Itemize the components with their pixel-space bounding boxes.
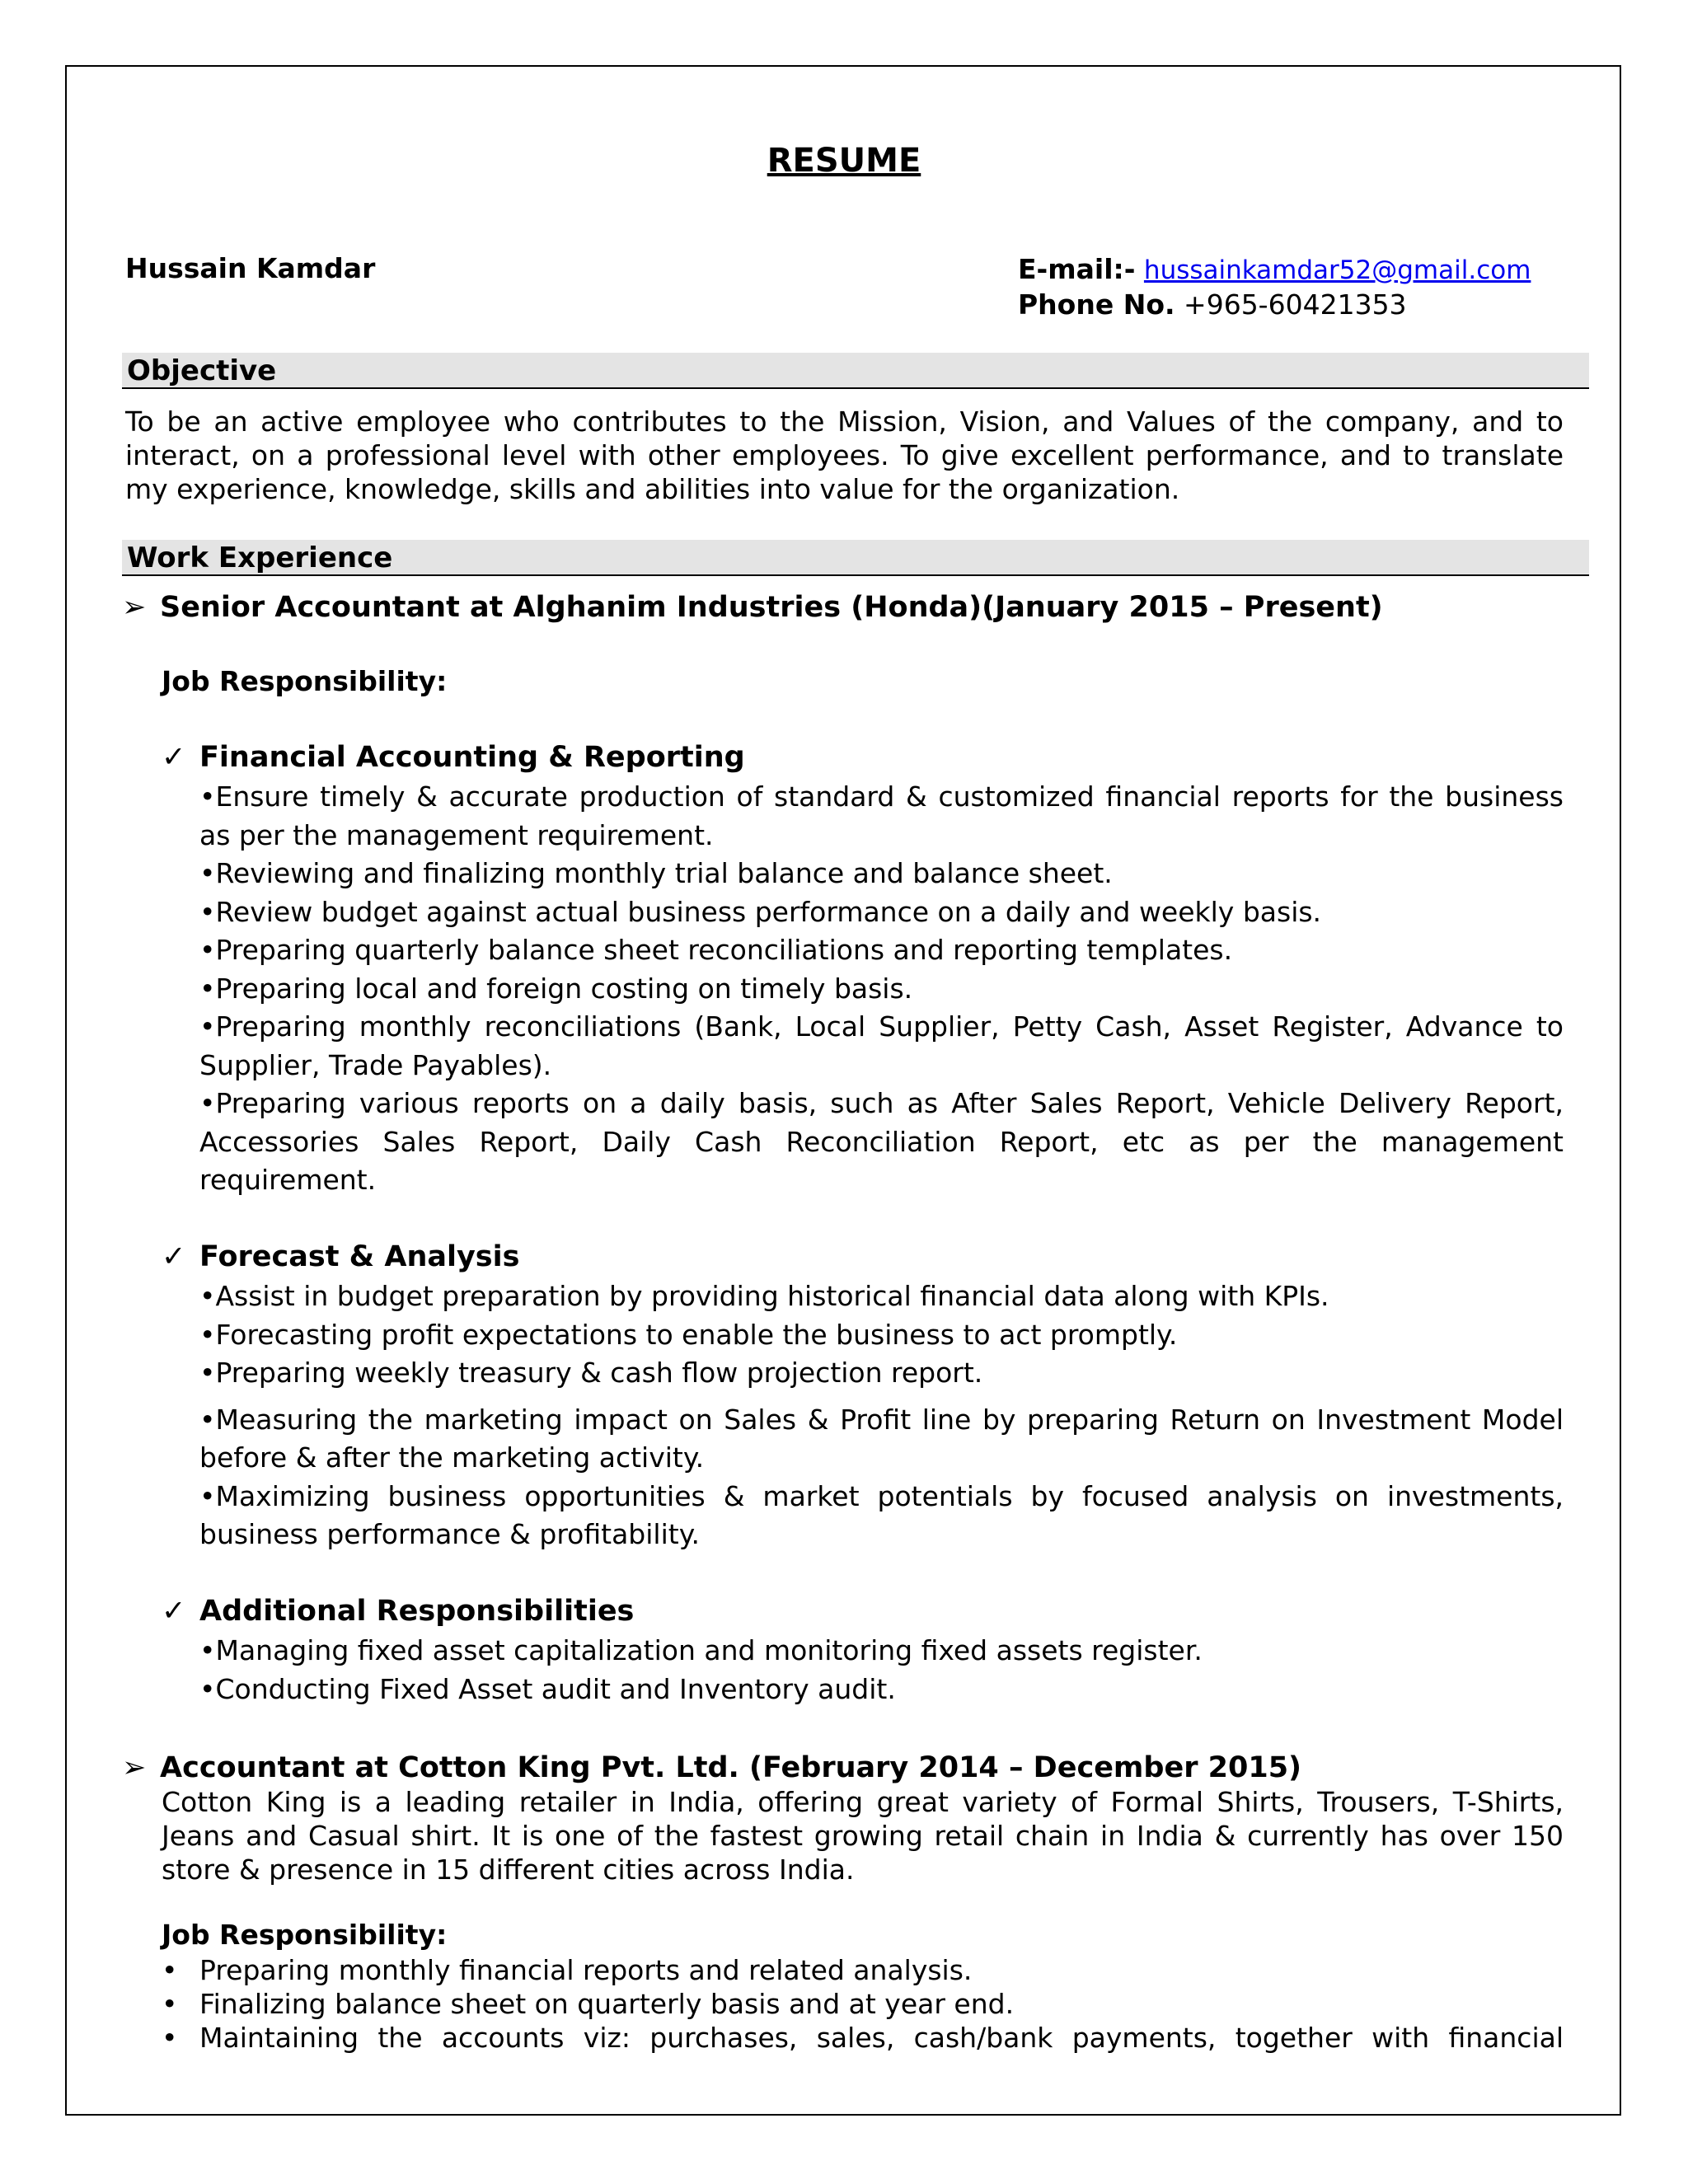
- phone-label: Phone No.: [1018, 288, 1175, 321]
- email-label: E-mail:-: [1018, 253, 1136, 285]
- phone-line: [1018, 288, 1531, 322]
- group-forecast-heading-text: Forecast & Analysis: [199, 1240, 520, 1273]
- objective-heading: Objective: [122, 353, 1589, 389]
- checkmark-icon: ✓: [162, 1240, 186, 1273]
- list-item: • Preparing monthly financial reports and related analysis.: [162, 1953, 1564, 1987]
- list-item: • Forecasting profit expectations to enable the business to act promptly.: [199, 1316, 1564, 1355]
- job1-responsibility-label: Job Responsibility:: [162, 665, 448, 697]
- group-forecast-heading: [162, 1240, 519, 1273]
- list-item: • Preparing various reports on a daily basis, such as After Sales Report, Vehicle Delivery Report, Accessories Sales Report, Daily Cash Reconciliation Report, etc as per the management requirement.: [199, 1085, 1564, 1200]
- list-item: • Ensure timely & accurate production of standard & customized financial reports for the business as per the management requirement.: [199, 778, 1564, 855]
- email-line: [1018, 252, 1531, 288]
- job2-title: [122, 1751, 1301, 1784]
- job2-bullets: [162, 1953, 1564, 2055]
- list-item: • Preparing quarterly balance sheet reconciliations and reporting templates.: [199, 931, 1564, 970]
- checkmark-icon: ✓: [162, 741, 186, 774]
- list-item: • Maximizing business opportunities & market potentials by focused analysis on investments, business performance & profitability.: [199, 1478, 1564, 1554]
- job1-title: [122, 591, 1383, 624]
- financial-bullets: [199, 778, 1564, 1200]
- candidate-name: Hussain Kamdar: [125, 252, 376, 284]
- job2-responsibility-label: Job Responsibility:: [162, 1919, 448, 1951]
- list-item: • Managing fixed asset capitalization and monitoring fixed assets register.: [199, 1632, 1564, 1671]
- arrow-bullet-icon: ➢: [122, 1751, 147, 1784]
- arrow-bullet-icon: ➢: [122, 591, 147, 624]
- list-item: • Preparing monthly reconciliations (Bank, Local Supplier, Petty Cash, Asset Register, Advance to Supplier, Trade Payables).: [199, 1008, 1564, 1085]
- contact-block: [1018, 252, 1531, 322]
- job1-title-text: Senior Accountant at Alghanim Industries (Honda)(January 2015 – Present): [160, 591, 1383, 624]
- email-link[interactable]: hussainkamdar52@gmail.com: [1143, 255, 1531, 285]
- job2-description: Cotton King is a leading retailer in India, offering great variety of Formal Shirts, Trousers, T-Shirts, Jeans and Casual shirt. It is one of the fastest growing retail chain in India & currently has over 150 store & presence in 15 different cities across India.: [162, 1786, 1564, 1886]
- list-item: • Finalizing balance sheet on quarterly basis and at year end.: [162, 1987, 1564, 2021]
- checkmark-icon: ✓: [162, 1595, 186, 1628]
- list-item: • Reviewing and finalizing monthly trial balance and balance sheet.: [199, 855, 1564, 893]
- group-financial-heading: [162, 741, 745, 774]
- job2-title-text: Accountant at Cotton King Pvt. Ltd. (February 2014 – December 2015): [160, 1751, 1302, 1784]
- list-item: • Measuring the marketing impact on Sales & Profit line by preparing Return on Investment Model before & after the marketing activity.: [199, 1401, 1564, 1478]
- list-item: • Preparing local and foreign costing on timely basis.: [199, 970, 1564, 1009]
- forecast-bullets: [199, 1277, 1564, 1554]
- list-item: • Conducting Fixed Asset audit and Inventory audit.: [199, 1671, 1564, 1709]
- phone-number: +965-60421353: [1184, 288, 1407, 321]
- group-additional-heading-text: Additional Responsibilities: [199, 1595, 635, 1628]
- list-item: • Assist in budget preparation by providing historical financial data along with KPIs.: [199, 1277, 1564, 1316]
- list-item: • Review budget against actual business performance on a daily and weekly basis.: [199, 893, 1564, 932]
- objective-text: To be an active employee who contributes to the Mission, Vision, and Values of the company, and to interact, on a professional level with other employees. To give excellent performance, and to translate my experience, knowledge, skills and abilities into value for the organization.: [125, 405, 1564, 505]
- list-item: • Preparing weekly treasury & cash flow projection report.: [199, 1354, 1564, 1393]
- list-item: • Maintaining the accounts viz: purchases, sales, cash/bank payments, together with financial: [162, 2021, 1564, 2055]
- group-additional-heading: [162, 1595, 634, 1628]
- work-experience-heading: Work Experience: [122, 540, 1589, 576]
- page-title: RESUME: [767, 142, 921, 180]
- additional-bullets: [199, 1632, 1564, 1708]
- group-financial-heading-text: Financial Accounting & Reporting: [199, 741, 745, 774]
